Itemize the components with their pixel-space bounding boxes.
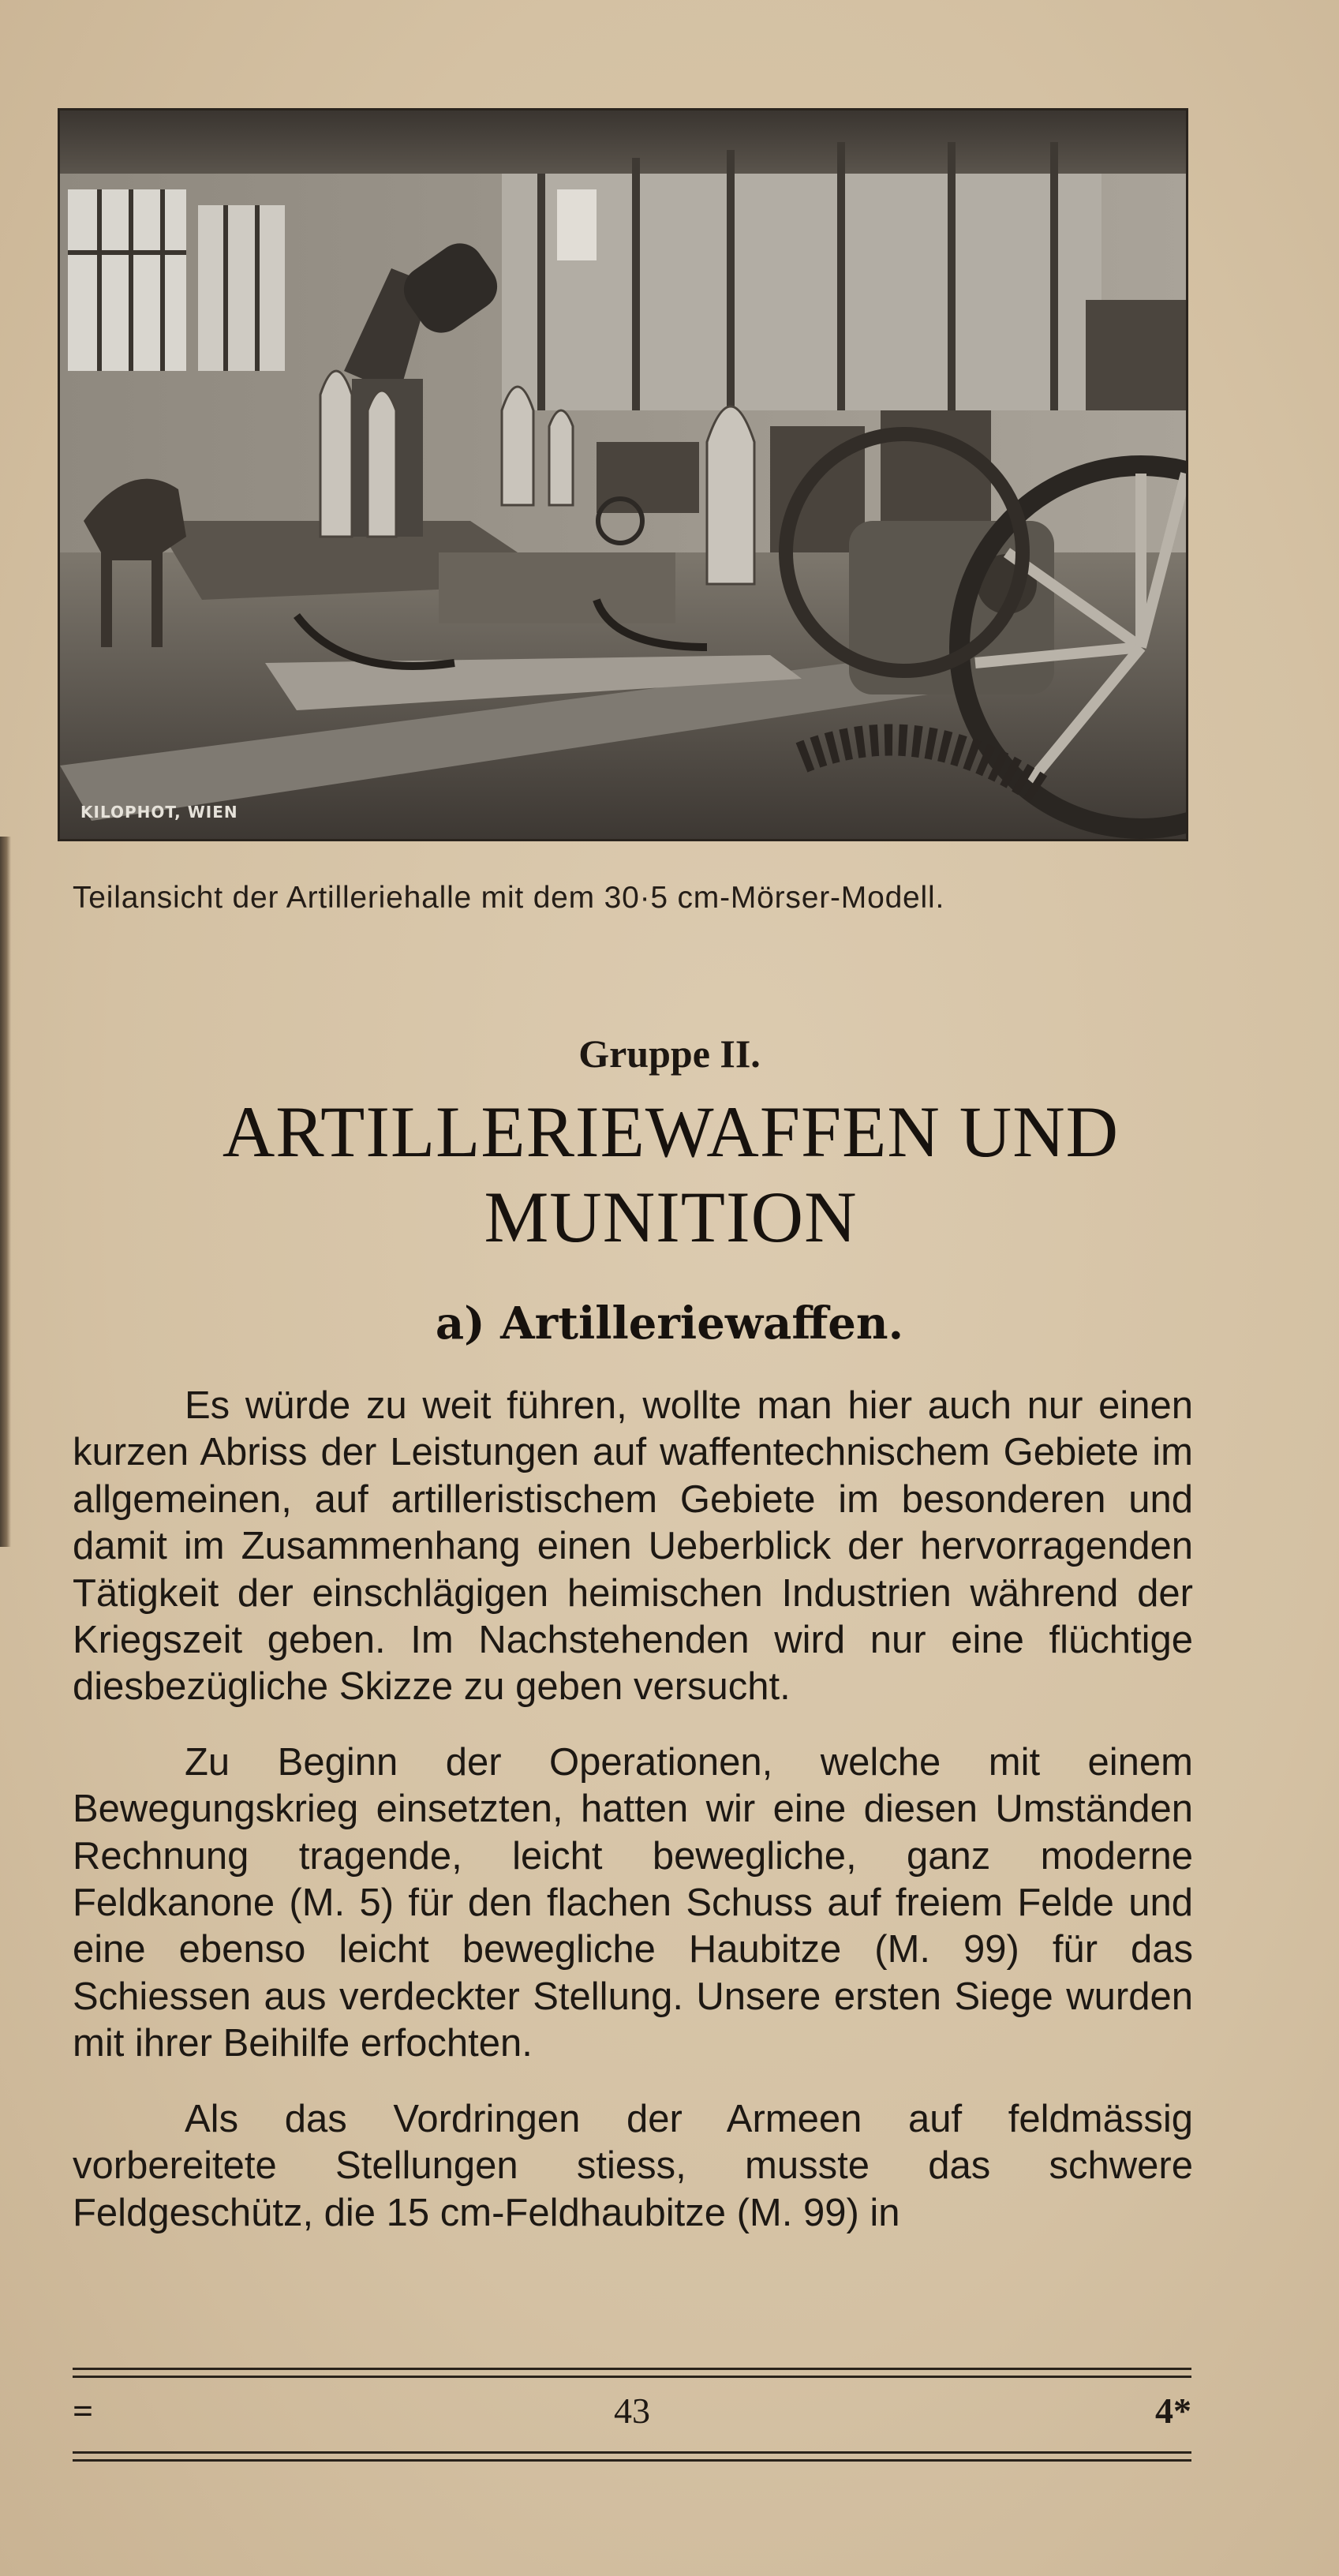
page-edge-shadow (0, 837, 11, 1547)
photo-credit: KILOPHOT, WIEN (80, 803, 238, 822)
paragraph: Zu Beginn der Operationen, welche mit einem Bewegungskrieg einsetzten, hatten wir eine diesen Umständen Rechnung tragende, leicht bewegliche, ganz moderne Feldkanone (M. 5) für den flachen Schuss auf freiem Felde und eine ebenso leicht bewegliche Haubitze (M. 99) für das Schiessen aus verdeckter Stellung. Unsere ersten Siege wurden mit ihrer Beihilfe erfochten. (73, 1740, 1193, 2065)
title-line-1: ARTILLERIEWAFFEN UND (222, 1091, 1120, 1172)
sheet-signature: 4* (1155, 2391, 1191, 2431)
section-heading: a) Artilleriewaffen. (435, 1297, 904, 1350)
paragraph: Als das Vordringen der Armeen auf feldmässig vorbereitete Stellungen stiess, musste das schwere Feldgeschütz, die 15 cm-Feldhaubitze (M. 99) in (73, 2097, 1193, 2234)
footer-rule-bottom (73, 2451, 1191, 2454)
footer-rule-bottom-inner (73, 2459, 1191, 2462)
body-text (73, 1383, 1193, 2265)
group-heading: Gruppe II. (578, 1032, 761, 1076)
footer-rule-top-inner (73, 2376, 1191, 2378)
page-footer (73, 2390, 1191, 2434)
footer-mark: = (73, 2391, 94, 2431)
paragraph: Es würde zu weit führen, wollte man hier auch nur einen kurzen Abriss der Leistungen auf waffentechnischem Gebiete im allgemeinen, auf artilleristischem Gebiete im besonderen und damit im Zusammenhang einen Ueberblick der hervorragenden Tätigkeit der einschlägigen heimischen Industrien während der Kriegszeit geben. Im Nachstehenden wird nur eine flüchtige diesbezügliche Skizze zu geben versucht. (73, 1384, 1193, 1709)
footer-rule-top (73, 2368, 1191, 2370)
figure-caption: Teilansicht der Artilleriehalle mit dem 30·5 cm-Mörser-Modell. (73, 881, 945, 915)
artillery-hall-photo (58, 108, 1188, 841)
title-line-2: MUNITION (484, 1177, 858, 1257)
page-number: 43 (614, 2391, 650, 2431)
page-title (47, 1089, 1294, 1260)
